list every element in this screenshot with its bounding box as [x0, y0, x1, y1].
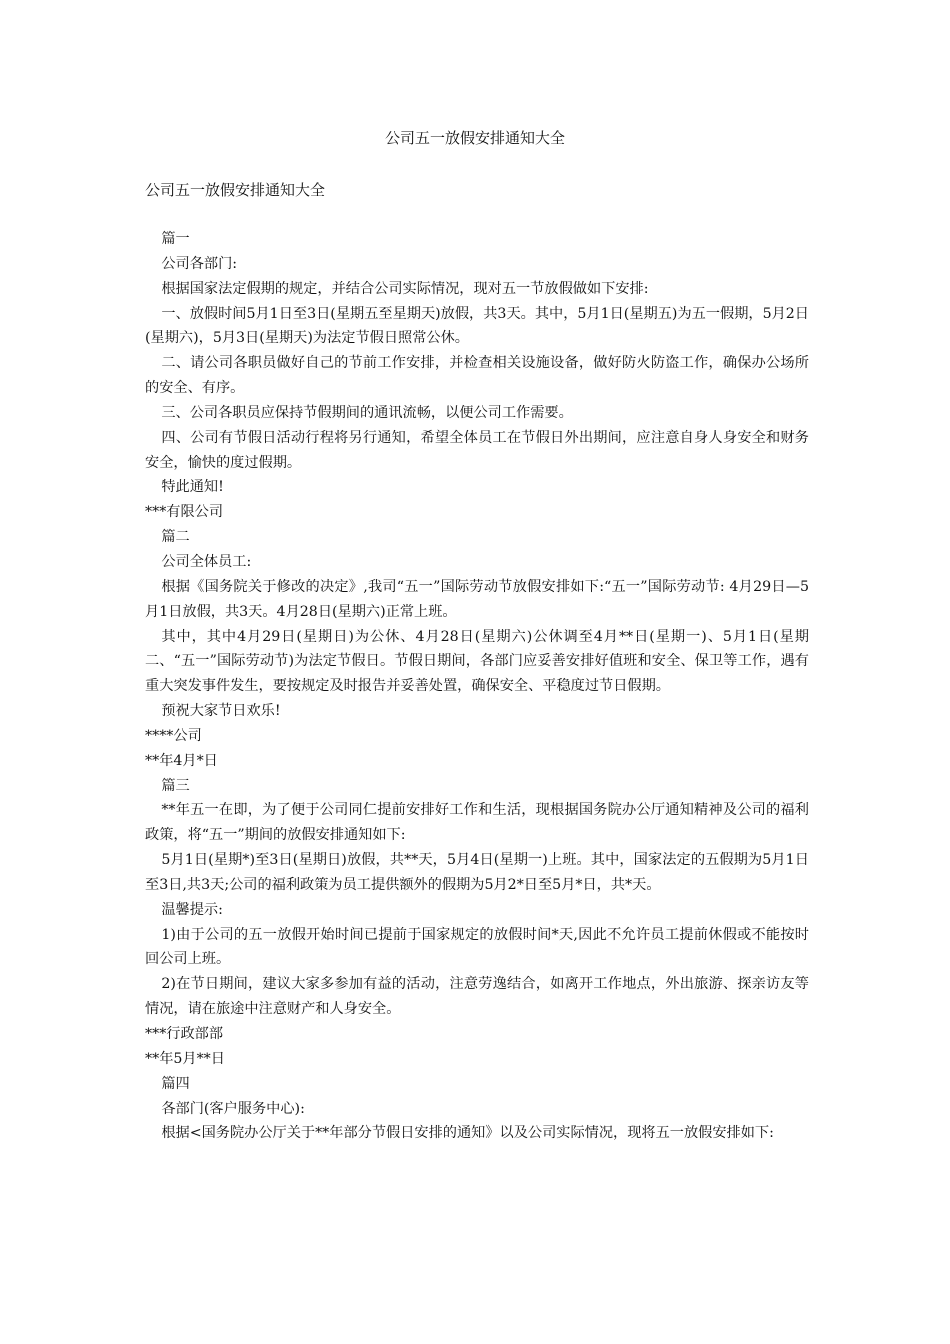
body-paragraph: 1)由于公司的五一放假开始时间已提前于国家规定的放假时间*天,因此不允许员工提前休假或不能按时回公司上班。 [145, 926, 809, 968]
document-subtitle: 公司五一放假安排通知大全 [145, 181, 326, 199]
body-paragraph: 篇四 [161, 1075, 190, 1092]
body-paragraph: ****公司 [145, 727, 202, 744]
body-paragraph: 三、公司各职员应保持节假期间的通讯流畅，以便公司工作需要。 [161, 404, 573, 421]
body-paragraph: ***有限公司 [145, 504, 224, 521]
body-paragraph: ***行政部部 [145, 1026, 224, 1042]
document-title: 公司五一放假安排通知大全 [384, 129, 565, 147]
body-paragraph: 篇三 [161, 777, 190, 794]
body-paragraph: 根据<国务院办公厅关于**年部分节假日安排的通知》以及公司实际情况，现将五一放假安排如下: [161, 1125, 774, 1142]
body-paragraph: 其中，其中4月29日(星期日)为公休、4月28日(星期六)公休调至4月**日(星期一)、5月1日(星期二、“五一”国际劳动节)为法定节假日。节假日期间，各部门应妥善安排好值班和安全、保卫等工作，遇有重大突发事件发生，要按规定及时报告并妥善处置，确保安全、平稳度过节日假期。 [145, 628, 809, 695]
body-paragraph: 预祝大家节日欢乐! [161, 703, 281, 720]
body-paragraph: 公司各部门: [161, 255, 238, 272]
body-paragraph: 特此通知! [161, 479, 224, 496]
body-paragraph: 二、请公司各职员做好自己的节前工作安排，并检查相关设施设备，做好防火防盗工作，确保办公场所的安全、有序。 [145, 355, 809, 397]
body-paragraph: **年五一在即，为了便于公司同仁提前安排好工作和生活，现根据国务院办公厅通知精神及公司的福利政策，将“五一”期间的放假安排通知如下: [145, 802, 809, 844]
body-paragraph: 根据《国务院关于修改的决定》,我司“五一”国际劳动节放假安排如下:“五一”国际劳动节: 4月29日—5月1日放假，共3天。4月28日(星期六)正常上班。 [145, 578, 809, 620]
body-paragraph: **年5月**日 [145, 1050, 225, 1067]
body-paragraph: 篇一 [161, 231, 190, 247]
document-body [145, 227, 809, 1146]
body-paragraph: 温馨提示: [161, 901, 223, 918]
body-paragraph: 一、放假时间5月1日至3日(星期五至星期天)放假，共3天。其中，5月1日(星期五)为五一假期，5月2日(星期六)，5月3日(星期天)为法定节假日照常公休。 [145, 305, 809, 347]
body-paragraph: 各部门(客户服务中心): [161, 1100, 305, 1117]
body-paragraph: 5月1日(星期*)至3日(星期日)放假，共**天，5月4日(星期一)上班。其中，国家法定的五假期为5月1日至3日,共3天;公司的福利政策为员工提供额外的假期为5月2*日至5月*日，共*天。 [145, 852, 809, 893]
body-paragraph: 公司全体员工: [161, 553, 252, 570]
body-paragraph: 四、公司有节假日活动行程将另行通知，希望全体员工在节假日外出期间，应注意自身人身安全和财务安全，愉快的度过假期。 [145, 429, 809, 471]
body-paragraph: **年4月*日 [145, 752, 218, 769]
body-paragraph: 篇二 [161, 529, 190, 546]
body-paragraph: 根据国家法定假期的规定，并结合公司实际情况，现对五一节放假做如下安排: [161, 280, 649, 297]
body-paragraph: 2)在节日期间，建议大家多参加有益的活动，注意劳逸结合，如离开工作地点，外出旅游、探亲访友等情况，请在旅途中注意财产和人身安全。 [145, 976, 809, 1018]
